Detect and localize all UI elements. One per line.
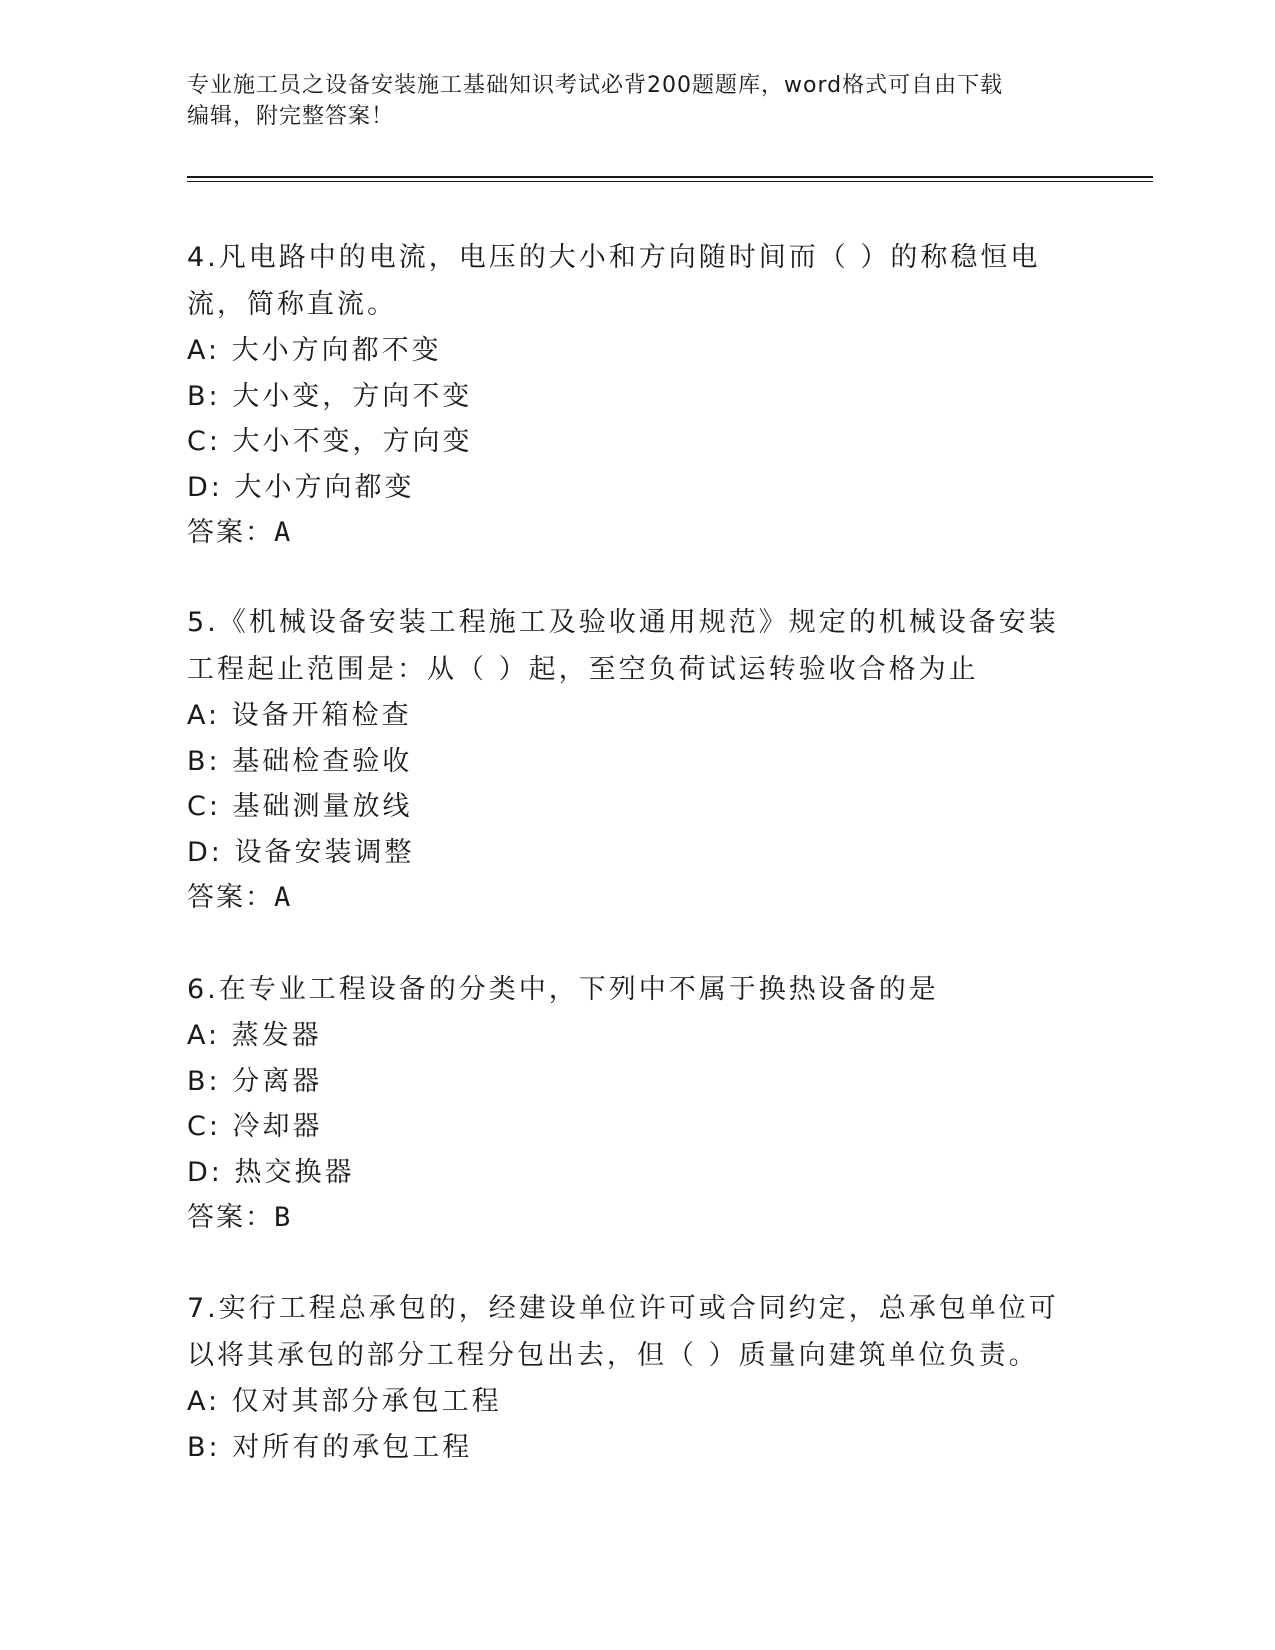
document-header [187, 70, 1087, 132]
option-d: D: 大小方向都变 [187, 471, 415, 503]
question-stem: 7.实行工程总承包的，经建设单位许可或合同约定，总承包单位可以将其承包的部分工程分包出去，但（ ）质量向建筑单位负责。 [187, 1293, 1059, 1371]
header-title-line2: 编辑，附完整答案！ [187, 104, 395, 129]
header-divider-thick [187, 176, 1153, 178]
question-6 [187, 966, 1087, 1241]
answer-line [187, 510, 1087, 556]
question-5 [187, 599, 1087, 921]
option-b: B: 分离器 [187, 1065, 323, 1097]
question-4 [187, 234, 1087, 556]
option-d: D: 热交换器 [187, 1156, 355, 1188]
answer-value: A [274, 517, 293, 548]
option-b: B: 对所有的承包工程 [187, 1431, 473, 1463]
option-b: B: 基础检查验收 [187, 745, 413, 777]
question-stem: 6.在专业工程设备的分类中，下列中不属于换热设备的是 [187, 974, 939, 1005]
option-c: C: 基础测量放线 [187, 791, 413, 822]
question-stem: 4.凡电路中的电流，电压的大小和方向随时间而（ ）的称稳恒电流，简称直流。 [187, 242, 1041, 320]
answer-label: 答案： [187, 882, 274, 913]
option-a: A: 蒸发器 [187, 1020, 322, 1051]
question-7 [187, 1285, 1087, 1470]
option-d: D: 设备安装调整 [187, 836, 415, 868]
option-b: B: 大小变，方向不变 [187, 380, 473, 412]
answer-value: A [274, 882, 293, 913]
header-title-line1: 专业施工员之设备安装施工基础知识考试必背200题题库，word格式可自由下载 [187, 73, 1004, 98]
option-c: C: 大小不变，方向变 [187, 426, 473, 457]
option-a: A: 仅对其部分承包工程 [187, 1386, 502, 1417]
answer-label: 答案： [187, 1202, 274, 1233]
answer-value: B [274, 1202, 293, 1233]
option-a: A: 大小方向都不变 [187, 335, 442, 366]
header-divider-thin [187, 181, 1153, 182]
answer-line [187, 1195, 1087, 1241]
option-a: A: 设备开箱检查 [187, 700, 412, 731]
answer-line [187, 875, 1087, 921]
option-c: C: 冷却器 [187, 1111, 323, 1142]
answer-label: 答案： [187, 517, 274, 548]
question-stem: 5.《机械设备安装工程施工及验收通用规范》规定的机械设备安装工程起止范围是：从（ ）起，至空负荷试运转验收合格为止 [187, 607, 1059, 685]
